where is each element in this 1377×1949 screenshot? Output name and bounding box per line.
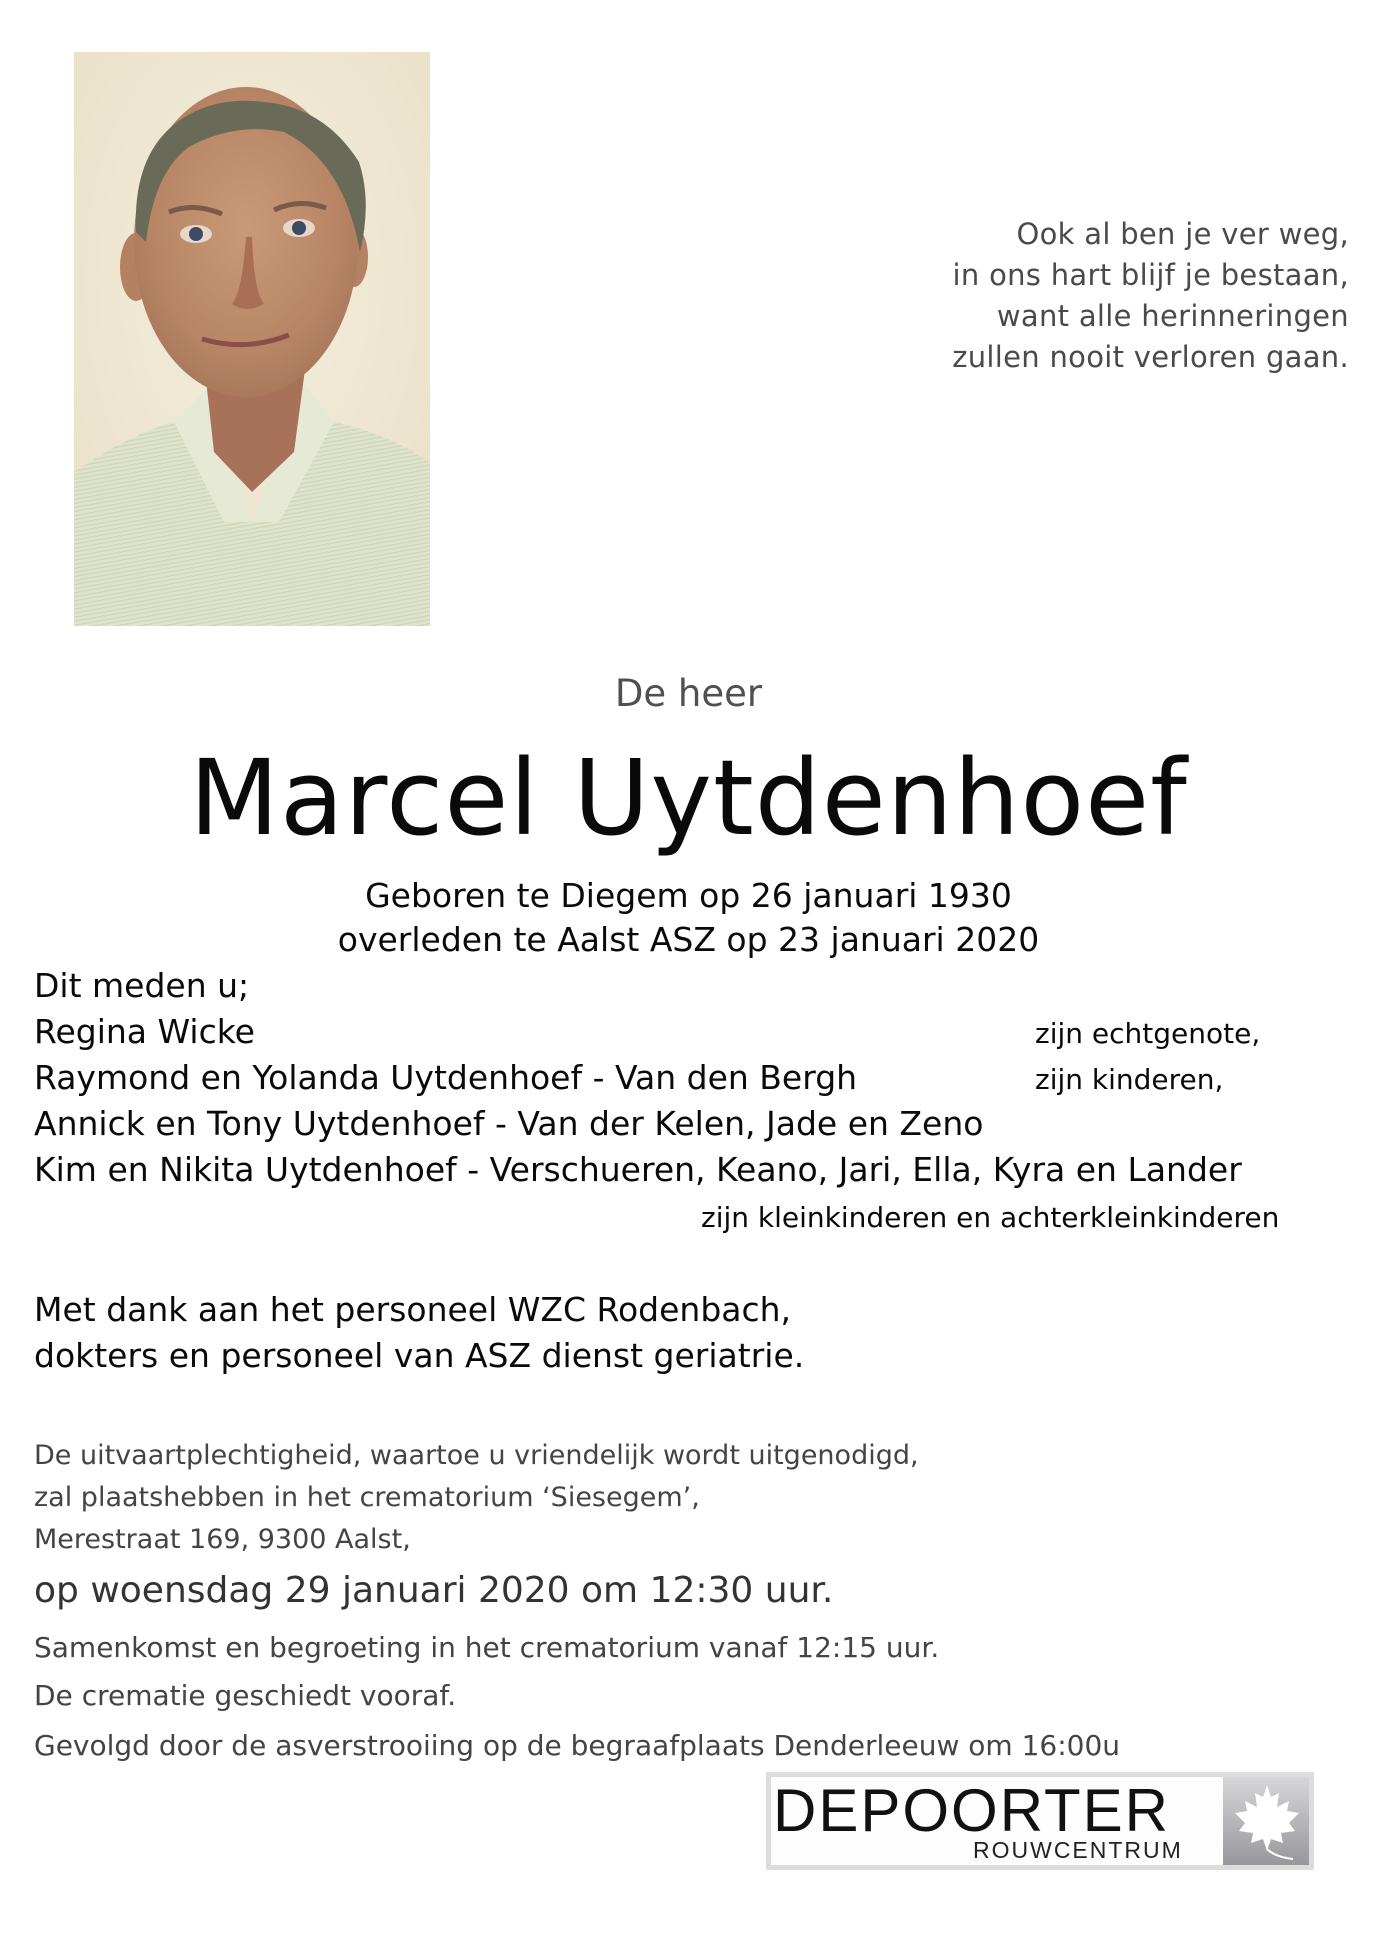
- birth-line: Geboren te Diegem op 26 januari 1930: [365, 876, 1012, 915]
- funeral-invitation: De uitvaartplechtigheid, waartoe u vriendelijk wordt uitgenodigd,: [34, 1440, 919, 1471]
- poem-line: zullen nooit verloren gaan.: [952, 340, 1349, 374]
- poem-line: want alle herinneringen: [996, 299, 1349, 333]
- funeral-datetime: op woensdag 29 januari 2020 om 12:30 uur.: [34, 1570, 834, 1611]
- logo-wordmark: DEPOORTER: [773, 1777, 1170, 1844]
- portrait-illustration: [74, 52, 430, 626]
- family-relation: zijn kinderen,: [1035, 1063, 1224, 1096]
- maple-leaf-icon: [1223, 1777, 1309, 1865]
- family-relation: zijn echtgenote,: [1035, 1017, 1261, 1050]
- funeral-scattering: Gevolgd door de asverstrooiing op de begraafplaats Denderleeuw om 16:00u: [34, 1729, 1121, 1762]
- funeral-address: Merestraat 169, 9300 Aalst,: [34, 1524, 411, 1555]
- grandchildren-relation: zijn kleinkinderen en achterkleinkinderen: [701, 1201, 1280, 1234]
- funeral-gathering: Samenkomst en begroeting in het crematorium vanaf 12:15 uur.: [34, 1631, 940, 1664]
- maple-leaf-shape: [1223, 1777, 1309, 1865]
- funeral-cremation: De crematie geschiedt vooraf.: [34, 1679, 457, 1712]
- family-names: Annick en Tony Uytdenhoef - Van der Kelen, Jade en Zeno: [34, 1104, 984, 1143]
- announcement-intro: Dit meden u;: [34, 966, 250, 1005]
- funeral-home-logo: [766, 1772, 1314, 1870]
- salutation: De heer: [614, 672, 763, 715]
- thanks-line: Met dank aan het personeel WZC Rodenbach,: [34, 1290, 792, 1329]
- poem-line: Ook al ben je ver weg,: [1016, 217, 1349, 251]
- poem-line: in ons hart blijf je bestaan,: [952, 258, 1349, 292]
- portrait-photo: [74, 52, 430, 626]
- memorial-poem: [952, 214, 1349, 378]
- family-names: Raymond en Yolanda Uytdenhoef - Van den Bergh: [34, 1058, 858, 1097]
- thanks-line: dokters en personeel van ASZ dienst geriatrie.: [34, 1336, 805, 1375]
- family-names: Regina Wicke: [34, 1012, 255, 1051]
- death-line: overleden te Aalst ASZ op 23 januari 2020: [337, 920, 1040, 959]
- logo-subtitle: ROUWCENTRUM: [973, 1837, 1183, 1863]
- funeral-location: zal plaatshebben in het crematorium ‘Siesegem’,: [34, 1482, 700, 1513]
- deceased-name: Marcel Uytdenhoef: [189, 737, 1188, 859]
- family-names: Kim en Nikita Uytdenhoef - Verschueren, Keano, Jari, Ella, Kyra en Lander: [34, 1150, 1242, 1189]
